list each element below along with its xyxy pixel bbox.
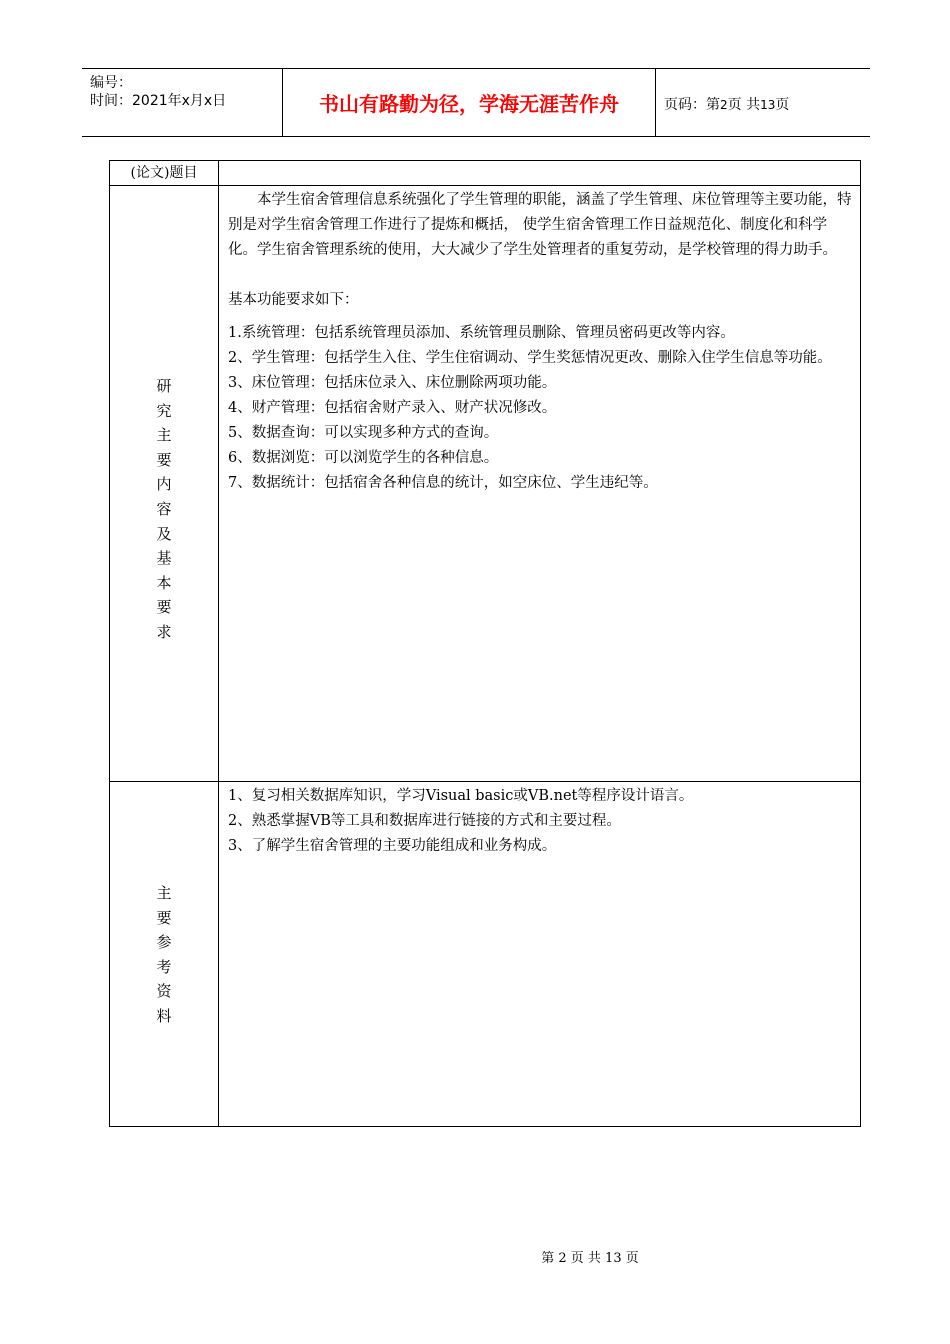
references-label-cell — [110, 782, 219, 1127]
page-current: 2 — [720, 98, 728, 112]
list-item: 7、数据统计：包括宿舍各种信息的统计，如空床位、学生违纪等。 — [228, 475, 658, 491]
section2-char: 主 — [156, 884, 172, 902]
list-item: 3、了解学生宿舍管理的主要功能组成和业务构成。 — [228, 838, 557, 854]
page-prefix: 页码：第 — [664, 97, 720, 113]
section1-char: 求 — [156, 622, 172, 641]
section2-char: 资 — [156, 982, 172, 1001]
references-row — [110, 782, 861, 1127]
number-label: 编号： — [90, 75, 132, 91]
references-label — [110, 881, 218, 1029]
section1-char: 基 — [156, 549, 172, 568]
list-item: 1、复习相关数据库知识，学习Visual basic或VB.net等程序设计语言。 — [228, 788, 694, 804]
motto: 书山有路勤为径，学海无涯苦作舟 — [283, 69, 656, 136]
page-footer: 第 2 页 共 13 页 — [541, 1251, 639, 1266]
section1-char: 究 — [156, 401, 172, 420]
section1-char: 要 — [156, 450, 172, 469]
section1-char: 研 — [156, 377, 172, 395]
section1-char: 内 — [156, 475, 172, 494]
title-label: (论文)题目 — [110, 161, 219, 186]
section2-char: 参 — [156, 933, 172, 952]
references-content-cell — [219, 782, 861, 1127]
time-label: 时间：2021年x月x日 — [90, 93, 227, 109]
section2-char: 要 — [156, 908, 172, 927]
section1-char: 主 — [156, 426, 172, 445]
section2-char: 考 — [156, 957, 172, 976]
section2-char: 料 — [156, 1006, 172, 1025]
page-total: 13 — [760, 98, 776, 112]
requirements-list — [228, 321, 854, 496]
title-row — [110, 161, 861, 186]
list-item: 3、床位管理：包括床位录入、床位删除两项功能。 — [228, 375, 557, 391]
list-item: 2、熟悉掌握VB等工具和数据库进行链接的方式和主要过程。 — [228, 813, 621, 829]
section1-char: 要 — [156, 598, 172, 617]
list-item: 5、数据查询：可以实现多种方式的查询。 — [228, 425, 499, 441]
section1-char: 容 — [156, 499, 172, 518]
references-list — [228, 784, 854, 859]
thesis-form-table — [109, 160, 861, 1127]
research-content-cell — [219, 186, 861, 782]
header-meta-cell — [82, 69, 283, 136]
research-label-cell — [110, 186, 219, 782]
section1-char: 本 — [156, 573, 172, 592]
list-item: 4、财产管理：包括宿舍财产录入、财产状况修改。 — [228, 400, 557, 416]
page-indicator — [664, 94, 789, 114]
list-item: 6、数据浏览：可以浏览学生的各种信息。 — [228, 450, 499, 466]
list-item: 2、学生管理：包括学生入住、学生住宿调动、学生奖惩情况更改、删除入住学生信息等功能。 — [228, 350, 832, 366]
page-suffix: 页 — [775, 97, 790, 113]
list-item: 1.系统管理：包括系统管理员添加、系统管理员删除、管理员密码更改等内容。 — [228, 325, 735, 341]
research-label — [110, 374, 218, 645]
research-content-row — [110, 186, 861, 782]
section1-char: 及 — [156, 524, 172, 543]
page-header — [82, 68, 870, 137]
page-mid: 页 共 — [727, 97, 761, 113]
requirements-heading: 基本功能要求如下： — [228, 292, 359, 308]
research-intro: 本学生宿舍管理信息系统强化了学生管理的职能，涵盖了学生管理、床位管理等主要功能，特别是对学生宿舍管理工作进行了提炼和概括， 使学生宿舍管理工作日益规范化、制度化和科学化。学生宿舍管理系统的使用，大大减少了学生处管理者的重复劳动，是学校管理的得力助手。 — [228, 192, 852, 258]
title-value — [219, 161, 861, 186]
